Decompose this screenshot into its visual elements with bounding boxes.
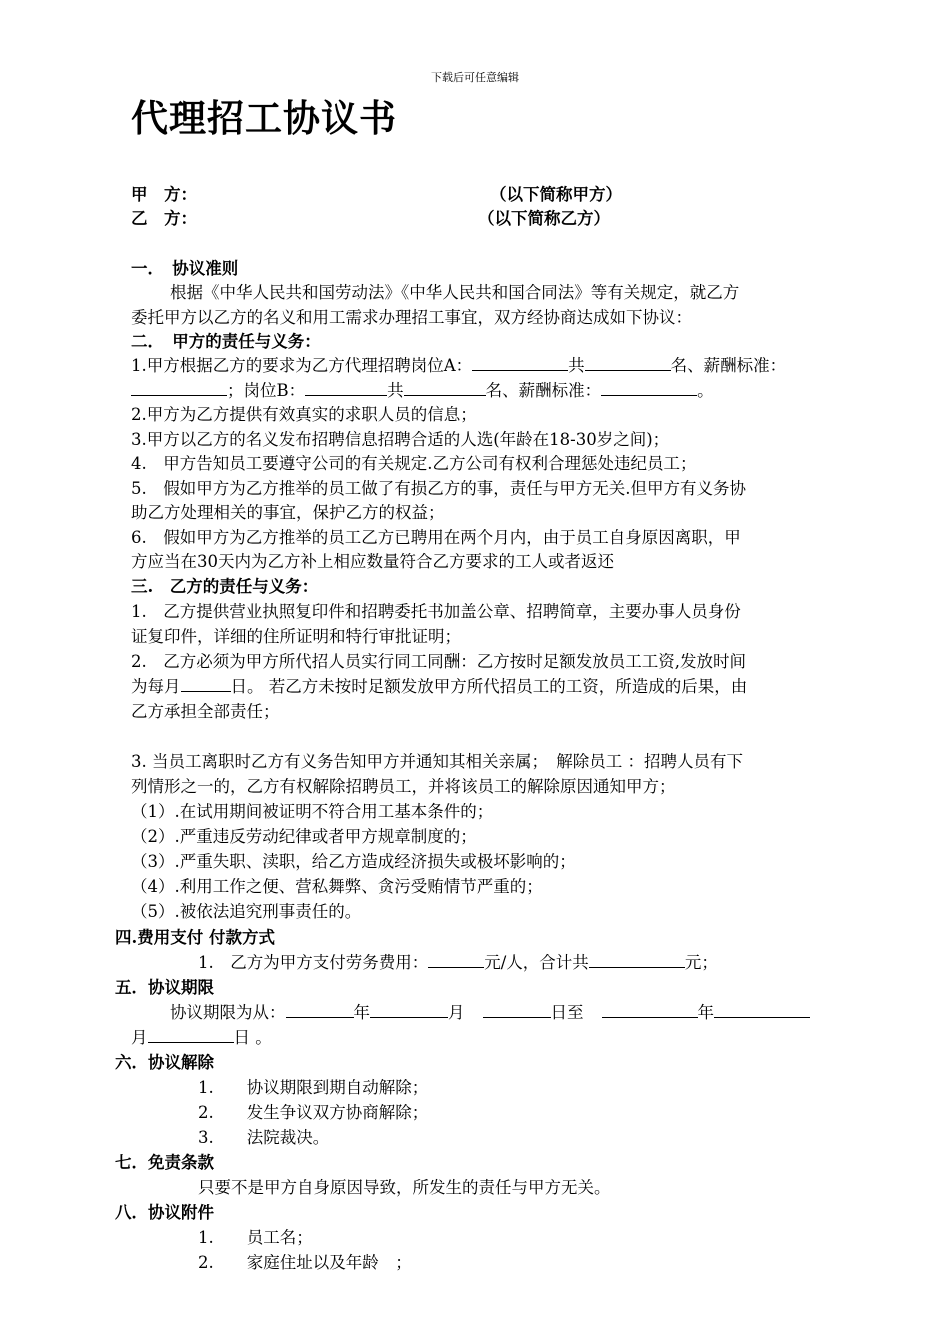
text: 月 xyxy=(448,1003,465,1022)
text: 日 。 xyxy=(233,1028,272,1047)
text: 月 xyxy=(131,1028,148,1047)
text: 年 xyxy=(353,1003,370,1022)
section-3-item-2: 2. 乙方必须为甲方所代招人员实行同工同酬：乙方按时足额发放员工工资,发放时间 xyxy=(131,652,746,671)
text: 名、薪酬标准： xyxy=(485,381,602,400)
text: 元/人，合计共 xyxy=(484,953,589,972)
section-6-item-2: 2. 发生争议双方协商解除； xyxy=(198,1103,429,1122)
section-4-heading: 四.费用支付 付款方式 xyxy=(115,928,275,947)
blank-field xyxy=(370,1000,448,1018)
document-title: 代理招工协议书 xyxy=(131,96,397,140)
blank-field xyxy=(602,1000,698,1018)
text: 名、薪酬标准： xyxy=(670,356,787,375)
section-5-period-line-cont xyxy=(131,1025,272,1050)
blank-field xyxy=(589,950,685,968)
text: 协议期限为从： xyxy=(170,1003,286,1022)
section-6-heading: 六．协议解除 xyxy=(115,1053,214,1072)
section-2-item-6: 6. 假如甲方为乙方推举的员工乙方已聘用在两个月内，由于员工自身原因离职，甲 xyxy=(131,528,741,547)
section-1-paragraph-line: 委托甲方以乙方的名义和用工需求办理招工事宜，双方经协商达成如下协议： xyxy=(131,308,692,327)
text: 。 xyxy=(697,381,714,400)
section-6-item-3: 3. 法院裁决。 xyxy=(198,1128,330,1147)
text: 日至 xyxy=(550,1003,584,1022)
text: 共 xyxy=(568,356,585,375)
section-8-item-1: 1. 员工名； xyxy=(198,1228,313,1247)
section-2-item-5-cont: 助乙方处理相关的事宜，保护乙方的权益； xyxy=(131,503,445,522)
section-3-item-3-cont: 列情形之一的，乙方有权解除招聘员工，并将该员工的解除原因通知甲方； xyxy=(131,777,676,796)
section-6-item-1: 1. 协议期限到期自动解除； xyxy=(198,1078,429,1097)
section-3-clause-4: （4）.利用工作之便、营私舞弊、贪污受贿情节严重的； xyxy=(131,877,543,896)
party-b-note: （以下简称乙方） xyxy=(478,209,610,228)
blank-field xyxy=(148,1025,234,1043)
watermark: 下载后可任意编辑 xyxy=(431,71,519,84)
section-3-clause-3: （3）.严重失职、渎职，给乙方造成经济损失或极坏影响的； xyxy=(131,852,576,871)
section-3-clause-5: （5）.被依法追究刑事责任的。 xyxy=(131,902,362,921)
section-2-item-4: 4. 甲方告知员工要遵守公司的有关规定.乙方公司有权利合理惩处违纪员工； xyxy=(131,454,697,473)
section-8-heading: 八．协议附件 xyxy=(115,1203,214,1222)
section-2-item-6-cont: 方应当在30天内为乙方补上相应数量符合乙方要求的工人或者返还 xyxy=(131,552,614,571)
party-a-note: （以下简称甲方） xyxy=(490,185,622,204)
party-a-label: 甲 方： xyxy=(131,185,197,204)
section-2-item-2: 2.甲方为乙方提供有效真实的求职人员的信息； xyxy=(131,405,477,424)
text: 元； xyxy=(684,953,718,972)
blank-field xyxy=(585,353,671,371)
section-3-clause-1: （1）.在试用期间被证明不符合用工基本条件的； xyxy=(131,802,494,821)
blank-field xyxy=(714,1000,810,1018)
section-2-item-3: 3.甲方以乙方的名义发布招聘信息招聘合适的人选(年龄在18-30岁之间)； xyxy=(131,430,670,449)
text: 为每月 xyxy=(131,677,181,696)
section-3-clause-2: （2）.严重违反劳动纪律或者甲方规章制度的； xyxy=(131,827,477,846)
section-1-heading: 一． 协议准则 xyxy=(131,259,239,278)
section-2-heading: 二． 甲方的责任与义务： xyxy=(131,332,321,351)
blank-field xyxy=(601,378,697,396)
section-4-item-1 xyxy=(198,950,718,975)
text: 年 xyxy=(697,1003,714,1022)
blank-field xyxy=(428,950,484,968)
text: 共 xyxy=(387,381,404,400)
blank-field xyxy=(483,1000,551,1018)
section-2-item-1 xyxy=(131,353,786,378)
section-3-item-2-cont: 乙方承担全部责任； xyxy=(131,702,280,721)
section-7-heading: 七．免责条款 xyxy=(115,1153,214,1172)
party-b-label: 乙 方： xyxy=(131,209,197,228)
section-7-paragraph: 只要不是甲方自身原因导致，所发生的责任与甲方无关。 xyxy=(198,1178,611,1197)
text: 1. 乙方为甲方支付劳务费用： xyxy=(198,953,429,972)
section-3-item-3: 3. 当员工离职时乙方有义务告知甲方并通知其相关亲属； 解除员工 ：招聘人员有下 xyxy=(131,752,743,771)
section-8-item-2: 2. 家庭住址以及年龄 ； xyxy=(198,1253,412,1272)
section-2-item-1-cont xyxy=(131,378,714,403)
blank-field xyxy=(305,378,387,396)
section-3-item-1-cont: 证复印件，详细的住所证明和特行审批证明； xyxy=(131,627,461,646)
blank-field xyxy=(181,674,231,692)
blank-field xyxy=(472,353,568,371)
text: ；岗位B： xyxy=(227,381,306,400)
section-2-item-5: 5. 假如甲方为乙方推举的员工做了有损乙方的事，责任与甲方无关.但甲方有义务协 xyxy=(131,479,746,498)
blank-field xyxy=(286,1000,354,1018)
text: 1.甲方根据乙方的要求为乙方代理招聘岗位A： xyxy=(131,356,473,375)
section-3-heading: 三. 乙方的责任与义务： xyxy=(131,577,319,596)
section-5-period-line xyxy=(170,1000,810,1025)
section-5-heading: 五．协议期限 xyxy=(115,978,214,997)
blank-field xyxy=(404,378,486,396)
section-3-item-1: 1. 乙方提供营业执照复印件和招聘委托书加盖公章、招聘简章，主要办事人员身份 xyxy=(131,602,741,621)
section-3-item-2-cont xyxy=(131,674,747,699)
blank-field xyxy=(131,378,227,396)
text: 日。 若乙方未按时足额发放甲方所代招员工的工资，所造成的后果，由 xyxy=(230,677,748,696)
section-1-paragraph-line: 根据《中华人民共和国劳动法》《中华人民共和国合同法》等有关规定，就乙方 xyxy=(170,283,740,302)
